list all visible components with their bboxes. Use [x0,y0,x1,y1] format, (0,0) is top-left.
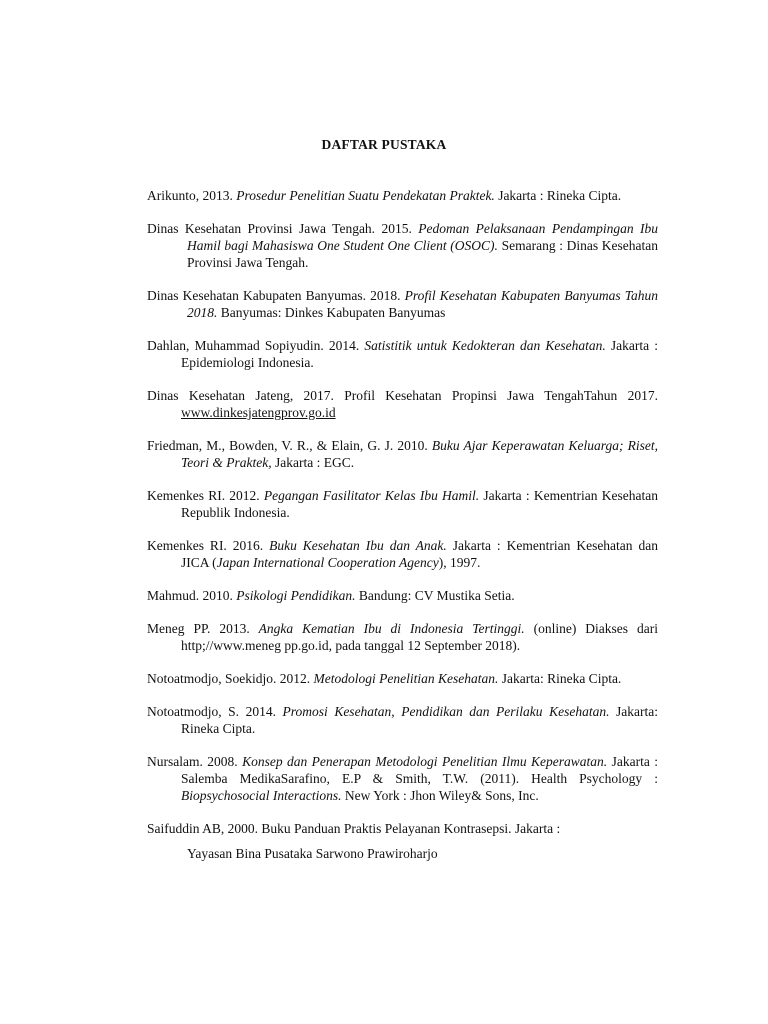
reference-continuation: Yayasan Bina Pusataka Sarwono Prawiroharjo [187,846,438,861]
reference-author: Mahmud. 2010. [147,588,237,603]
reference-publisher: Semarang : Dinas Kesehatan Provinsi Jawa Tengah. [187,238,658,270]
reference-entry [147,537,658,571]
reference-subtitle: Japan International Cooperation Agency [216,555,439,570]
reference-title: Profil Kesehatan Kabupaten Banyumas Tahun 2018. [187,288,658,320]
reference-entry [147,487,658,521]
reference-author: Kemenkes RI. 2016. [147,538,270,553]
reference-publisher: Jakarta : Epidemiologi Indonesia. [181,338,659,370]
reference-title: Buku Ajar Keperawatan Keluarga; Riset, Teori & Praktek, [181,438,658,470]
reference-publisher: Banyumas: Dinkes Kabupaten Banyumas [217,305,446,320]
reference-subtitle: Biopsychosocial Interactions. [181,788,342,803]
reference-entry [147,287,658,321]
page-title: DAFTAR PUSTAKA [321,137,447,152]
reference-author: Dinas Kesehatan Jateng, 2017. Profil Kesehatan Propinsi Jawa TengahTahun 2017. [147,388,658,403]
reference-author: Meneg PP. 2013. [147,621,259,636]
reference-title: Pegangan Fasilitator Kelas Ibu Hamil. [263,488,480,503]
reference-entry [147,670,658,687]
reference-title: Prosedur Penelitian Suatu Pendekatan Praktek. [236,188,495,203]
reference-author: Dinas Kesehatan Kabupaten Banyumas. 2018. [147,288,405,303]
reference-entry [147,753,658,804]
reference-entry [147,587,658,604]
reference-entry [147,703,658,737]
reference-entry [147,387,658,421]
reference-author: Saifuddin AB, 2000. Buku Panduan Praktis Pelayanan Kontrasepsi. Jakarta : [147,821,561,836]
reference-publisher: Jakarta: Rineka Cipta. [181,704,658,736]
reference-author: Kemenkes RI. 2012. [147,488,264,503]
reference-entry [147,337,658,371]
reference-title: Promosi Kesehatan, Pendidikan dan Perilaku Kesehatan. [282,704,610,719]
reference-title: Buku Kesehatan Ibu dan Anak. [269,538,447,553]
reference-publisher: (online) Diakses dari http;//www.meneg pp.go.id, pada tanggal 12 September 2018). [181,621,658,653]
reference-publisher: Jakarta: Rineka Cipta. [498,671,622,686]
reference-author: Friedman, M., Bowden, V. R., & Elain, G. J. 2010. [147,438,432,453]
reference-author: Notoatmodjo, S. 2014. [147,704,283,719]
reference-entry [147,187,658,204]
reference-tail: New York : Jhon Wiley& Sons, Inc. [341,788,539,803]
reference-entry [147,220,658,271]
reference-author: Dahlan, Muhammad Sopiyudin. 2014. [147,338,365,353]
reference-publisher: Bandung: CV Mustika Setia. [355,588,515,603]
reference-title: Angka Kematian Ibu di Indonesia Tertinggi. [258,621,525,636]
reference-publisher: Jakarta : Salemba MedikaSarafino, E.P & Smith, T.W. (2011). Health Psychology : [181,754,659,786]
reference-author: Nursalam. 2008. [147,754,243,769]
reference-author: Arikunto, 2013. [147,188,237,203]
reference-entry [147,620,658,654]
reference-author: Dinas Kesehatan Provinsi Jawa Tengah. 2015. [147,221,419,236]
reference-list [147,187,658,878]
reference-publisher: Jakarta : Kementrian Kesehatan dan JICA ( [181,538,658,570]
reference-publisher: Jakarta : Rineka Cipta. [494,188,622,203]
reference-title: Metodologi Penelitian Kesehatan. [313,671,499,686]
reference-title: Psikologi Pendidikan. [236,588,356,603]
reference-publisher: Jakarta : Kementrian Kesehatan Republik Indonesia. [181,488,658,520]
reference-title: Pedoman Pelaksanaan Pendampingan Ibu Hamil bagi Mahasiswa One Student One Client (OSOC). [187,221,658,253]
reference-tail: ), 1997. [438,555,481,570]
reference-title: Satistitik untuk Kedokteran dan Kesehatan. [364,338,606,353]
reference-publisher: Jakarta : EGC. [271,455,355,470]
reference-entry [147,437,658,471]
reference-link[interactable]: www.dinkesjatengprov.go.id [181,405,336,420]
reference-author: Notoatmodjo, Soekidjo. 2012. [147,671,314,686]
reference-entry [147,820,658,862]
reference-title: Konsep dan Penerapan Metodologi Penelitian Ilmu Keperawatan. [242,754,608,769]
